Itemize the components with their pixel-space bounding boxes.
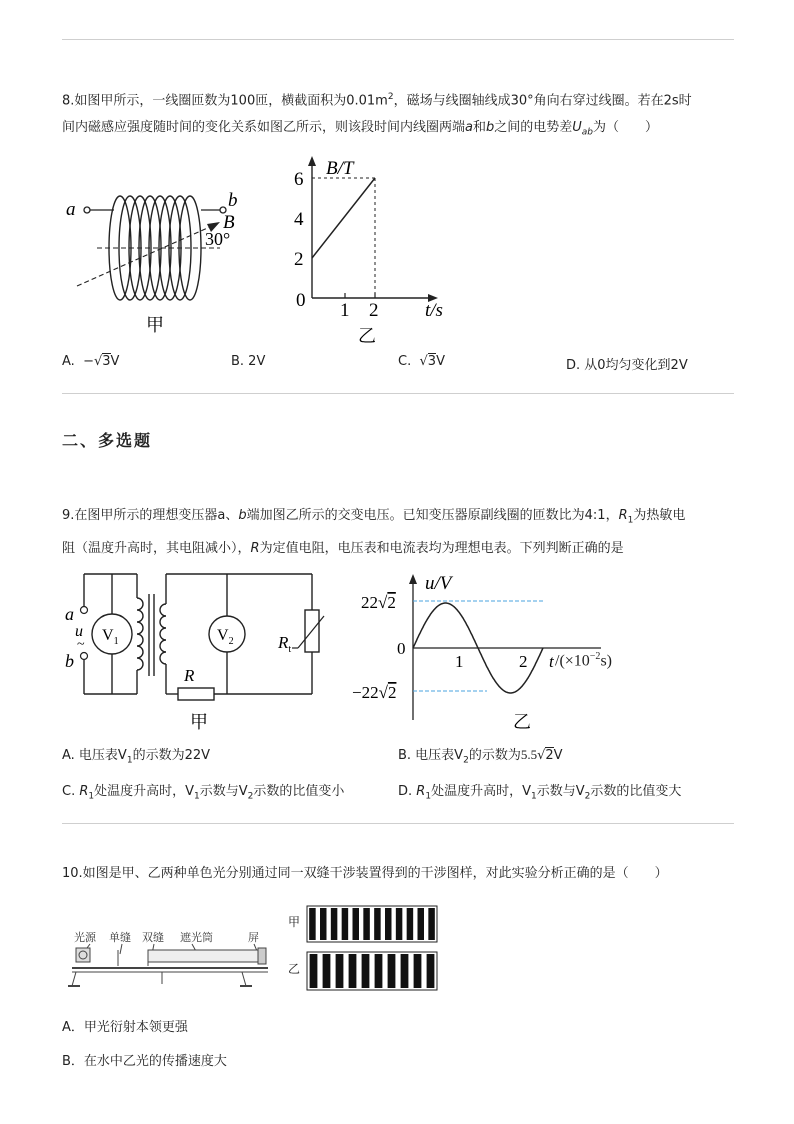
divider-q8 [62,393,734,394]
angle-label: 30° [205,229,231,249]
t-tick-1: 1 [455,652,464,671]
origin-label: 0 [296,290,306,311]
q9-stem-line2: 阻（温度升高时，其电阻减小），R为定值电阻，电压表和电流表均为理想电表。下列判断正确的是 [62,541,624,556]
q8-bt-graph [290,150,470,350]
terminal-a-label: a [66,199,76,220]
q9-option-d[interactable]: D. $R_1$处温度升高时，$V_1$示数与$V_2$示数的比值变大 [398,784,682,802]
caption-jia: 甲 [146,315,164,336]
terminal-a-label: a [65,604,74,624]
q8-option-b[interactable]: B. 2V [231,354,266,369]
divider-top [62,39,734,40]
section-title: 二、多选题 [62,431,153,450]
q8-stem-line2: 间内磁感应强度随时间的变化关系如图乙所示，则该段时间内线圈两端a和b之间的电势差$U_{ab}$为（ ） [62,120,659,138]
fringe [427,954,435,988]
q8-stem-line1: 8.如图甲所示，一线圈匝数为100匝，横截面积为$0.01m^2$，磁场与线圈轴线成30°角向右穿过线圈。若在2s时 [62,92,692,109]
q8-coil-figure [62,178,252,338]
fringe [309,908,316,940]
fringe [396,908,403,940]
fringe [407,908,414,940]
fringe [418,908,425,940]
q8-option-d[interactable]: D. 从0均匀变化到2V [566,358,688,373]
q10-option-b[interactable]: B．在水中乙光的传播速度大 [62,1054,227,1069]
pattern-jia [307,906,437,942]
resistor-R-label: R [184,666,195,685]
terminal-b [81,653,88,660]
pattern-yi [307,952,437,990]
q9-stem-line1: 9.在图甲所示的理想变压器a、b端加图乙所示的交变电压。已知变压器原副线圈的匝数比为4:1，$R_1$为热敏电 [62,508,686,526]
label-single-slit: 单缝 [109,932,131,944]
origin-label: 0 [397,639,406,658]
pattern-label-yi: 乙 [288,962,301,976]
q8-option-a[interactable]: A. −√3V [62,354,120,369]
label-tube: 遮光筒 [180,932,213,944]
fringe [414,954,422,988]
voltage-u-label: u [75,623,83,640]
bt-data-line [312,178,375,258]
y-tick-4: 4 [294,209,304,230]
y-axis-arrow-icon [308,156,316,166]
q10-option-a[interactable]: A．甲光衍射本领更强 [62,1020,188,1035]
peak-bottom-label: −22√2 [352,683,397,702]
t-tick-2: 2 [519,652,528,671]
resistor-R [178,688,214,700]
field-B-label: B [223,212,235,233]
fringe [336,954,344,988]
label-screen: 屏 [248,932,259,944]
q10-interference-patterns [305,904,440,994]
q8-option-c[interactable]: C. √3V [398,354,445,369]
label-double-slit: 双缝 [142,932,164,944]
fringe [385,908,392,940]
fringe [428,908,435,940]
fringe [401,954,409,988]
fringe [363,908,369,940]
q10-apparatus-figure [62,926,277,994]
fringe [323,954,331,988]
q9-t-axis-unit: $/(\times 10^{-2}s)$ [555,651,612,670]
x-tick-1: 1 [340,300,350,321]
q9-option-c[interactable]: C. $R_1$处温度升高时，$V_1$示数与$V_2$示数的比值变小 [62,784,345,802]
caption-jia: 甲 [190,712,208,733]
v2-label: $V_2$ [217,627,234,647]
u-axis-arrow-icon [409,574,417,584]
divider-q9 [62,823,734,824]
fringe [349,954,357,988]
fringe [388,954,396,988]
thermistor-label: $R_t$ [278,633,292,655]
fringe [310,954,318,988]
y-tick-2: 2 [294,249,304,270]
x-axis-label: t/s [425,300,443,321]
terminal-b-label: b [228,190,238,211]
fringe [362,954,370,988]
t-axis-label: t [549,652,554,671]
y-tick-6: 6 [294,169,304,190]
fringe [353,908,360,940]
fringe [374,908,381,940]
field-line [77,226,212,286]
label-light-source: 光源 [74,932,96,944]
fringe [331,908,338,940]
terminal-a [81,607,88,614]
y-axis-label: B/T [326,158,354,179]
pattern-label-jia: 甲 [288,915,301,929]
q9-option-b[interactable]: B. 电压表$V_2$的示数为5.5√2V [398,747,563,766]
fringe [320,908,327,940]
u-axis-label: u/V [425,573,452,594]
fringe [342,908,349,940]
fringe [375,954,383,988]
q10-stem: 10.如图是甲、乙两种单色光分别通过同一双缝干涉装置得到的干涉图样，对此实验分析正确的是（ ） [62,866,668,881]
caption-yi: 乙 [358,326,376,347]
peak-top-label: 22√2 [361,593,396,612]
terminal-b-label: b [65,651,74,671]
x-tick-2: 2 [369,300,379,321]
ac-symbol: ~ [77,637,85,652]
caption-yi: 乙 [513,712,531,733]
q9-circuit-figure [62,568,332,736]
v1-label: $V_1$ [102,627,119,647]
q9-option-a[interactable]: A. 电压表$V_1$的示数为22V [62,748,210,766]
